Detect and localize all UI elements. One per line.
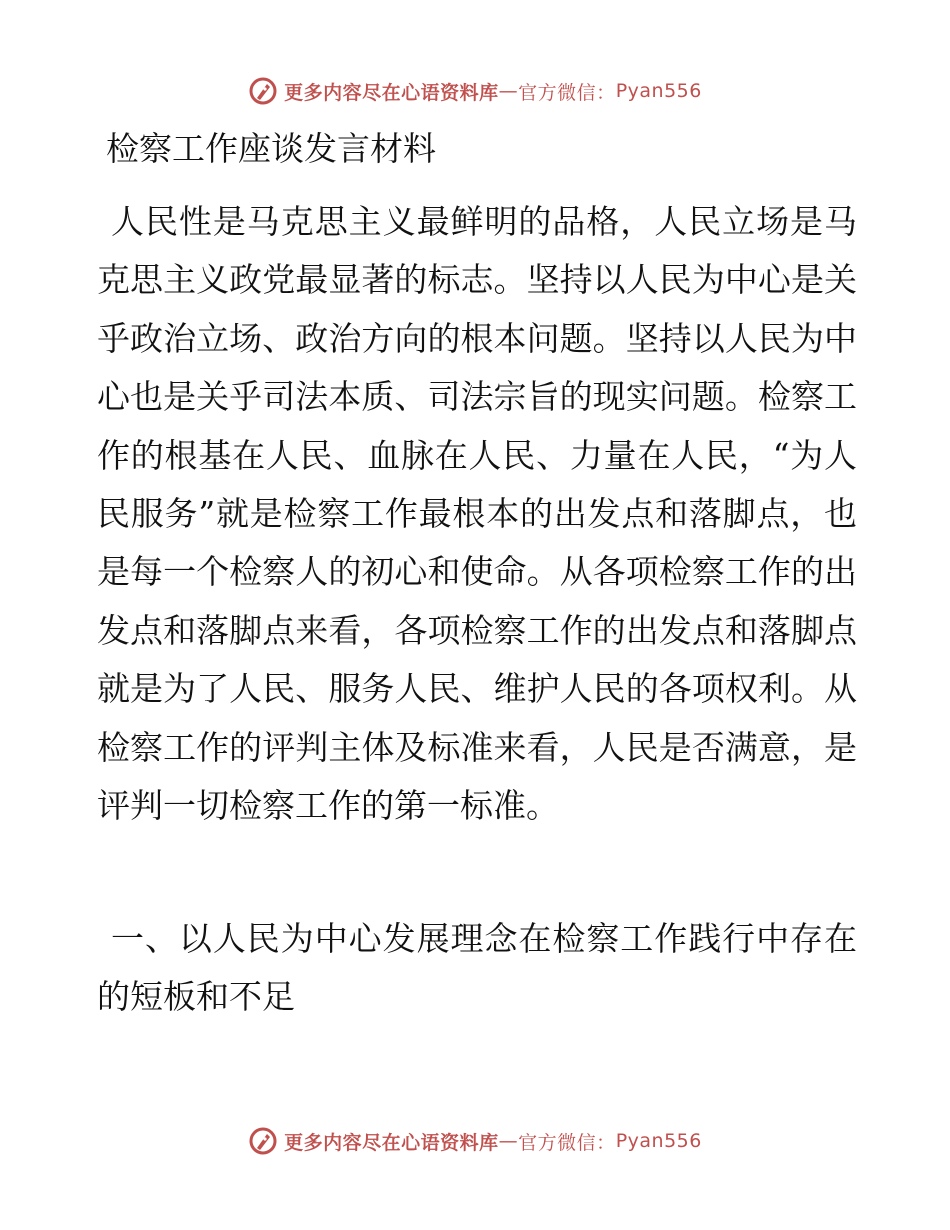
watermark-label: 官方微信： [518,1131,616,1154]
watermark-label: 官方微信： [518,81,616,104]
watermark-wechat-id: Pyan556 [615,1130,702,1152]
section-heading: 一、以人民为中心发展理念在检察工作践行中存在的短板和不足 [97,919,857,1017]
footer-watermark [0,1121,950,1161]
body-paragraph: 人民性是马克思主义最鲜明的品格，人民立场是马克思主义政党最显著的标志。坚持以人民为中心是关乎政治立场、政治方向的根本问题。坚持以人民为中心也是关乎司法本质、司法宗旨的现实问题。检察工作的根基在人民、血脉在人民、力量在人民，“为人民服务”就是检察工作最根本的出发点和落脚点，也是每一个检察人的初心和使命。从各项检察工作的出发点和落脚点来看，各项检察工作的出发点和落脚点就是为了人民、服务人民、维护人民的各项权利。从检察工作的评判主体及标准来看，人民是否满意，是评判一切检察工作的第一标准。 [97,202,857,826]
pen-nib-logo-icon [248,1126,278,1156]
watermark-brand: 更多内容尽在心语资料库 [284,81,499,104]
watermark-separator: — [498,80,519,102]
watermark-brand: 更多内容尽在心语资料库 [284,1131,499,1154]
document-title: 检察工作座谈发言材料 [106,129,436,168]
watermark-separator: — [498,1130,519,1152]
watermark-wechat-id: Pyan556 [615,80,702,102]
pen-nib-logo-icon [248,76,278,106]
header-watermark [0,71,950,111]
